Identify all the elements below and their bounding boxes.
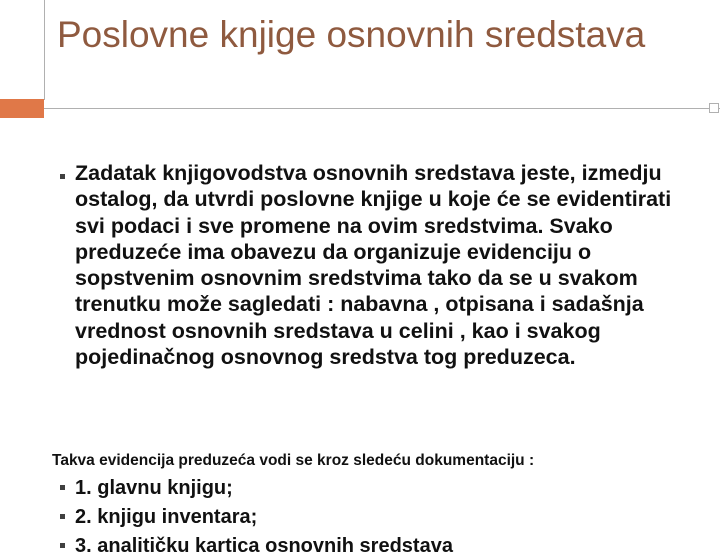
slide-title: Poslovne knjige osnovnih sredstava	[57, 14, 646, 55]
divider-end-square-icon	[709, 103, 719, 113]
list-item: 1. glavnu knjigu;	[75, 477, 233, 499]
documentation-intro: Takva evidencija preduzeća vodi se kroz sledeću dokumentaciju :	[52, 452, 535, 469]
list-item: 2. knjigu inventara;	[75, 506, 258, 528]
title-divider	[44, 108, 720, 109]
list-item: 3. analitičku kartica osnovnih sredstava	[75, 535, 453, 557]
square-bullet-icon	[60, 543, 65, 548]
square-bullet-icon	[60, 174, 65, 179]
accent-block	[0, 99, 44, 118]
main-paragraph: Zadatak knjigovodstva osnovnih sredstava jeste, izmedju ostalog, da utvrdi poslovne knjige u koje će se evidentirati svi podaci i sve promene na ovim sredstvima. Svako preduzeće ima obavezu da organizuje evidenciju o sopstvenim osnovnim sredstvima tako da se u svakom trenutku može sagledati : nabavna , otpisana i sadašnja vrednost osnovnih sredstava u celini , kao i svakog pojedinačnog osnovnog sredstva tog preduzeca.	[75, 161, 672, 370]
left-vertical-rule	[44, 0, 45, 100]
square-bullet-icon	[60, 485, 65, 490]
square-bullet-icon	[60, 514, 65, 519]
